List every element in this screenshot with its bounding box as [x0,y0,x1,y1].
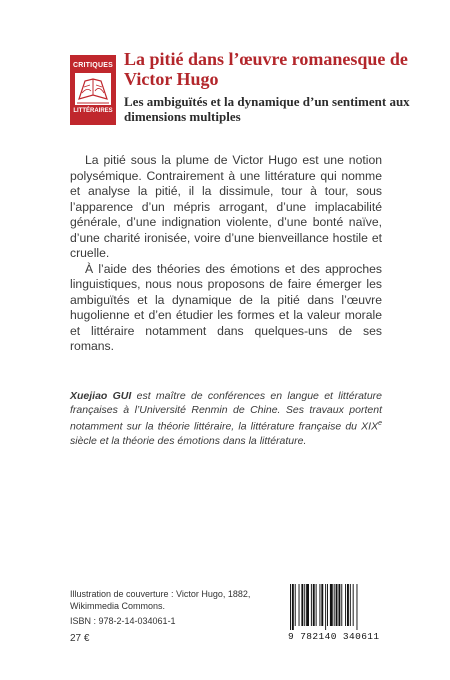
barcode-bar [338,584,340,626]
back-cover-blurb [70,153,382,355]
barcode-number: 9 782140 340611 [288,631,380,642]
barcode-bar [295,584,296,626]
barcode-bar [290,584,291,630]
barcode-bar [325,584,326,630]
author-bio [70,389,382,448]
author-bio-text-end: siècle et la théorie des émotions dans la littérature. [70,434,307,447]
author-name: Xuejiao GUI [70,390,132,402]
barcode-bar [336,584,338,626]
barcode-bar [334,584,335,626]
logo-label-top: CRITIQUES [73,62,113,69]
blurb-paragraph: La pitié sous la plume de Victor Hugo est une notion polysémique. Contrairement à une littérature qui nomme et analyse la pitié, il la dissimule, tour à tour, sous l’apparence d’un mépris arrogant, d’une implacabilité générale, d’une indignation violente, d’une bonté naïve, d’une charité ironisée, voire d’une bienveillance hostile et cruelle. [70,153,382,260]
logo-label-bottom: LITTÉRAIRES [73,108,113,114]
barcode-bar [316,584,317,626]
book-subtitle: Les ambiguïtés et la dynamique d’un sentiment aux dimensions multiples [124,94,410,124]
barcode-bar [304,584,305,626]
barcode-bar [313,584,315,626]
book-title: La pitié dans l’œuvre romanesque de Victor Hugo [124,49,408,89]
price: 27 € [70,633,90,644]
century-superscript: e [378,420,382,427]
barcode-bar [330,584,333,626]
blurb-paragraph: À l’aide des théories des émotions et des approches linguistiques, nous nous proposons de faire émerger les ambiguïtés et la dynamique de la pitié dans l’œuvre hugolienne et d’en étudier les formes et la valeur morale et littéraire notamment dans quelques-uns de ses romans. [70,261,382,353]
barcode-bar [350,584,351,626]
barcode-bar [327,584,328,626]
barcode-bar [341,584,342,626]
author-bio-text: est maître de conférences en langue et littérature françaises à l’Université Renmin de Chine. Ses travaux portent notamment sur la théorie littéraire, la littérature française du XIX [70,390,383,433]
isbn: ISBN : 978-2-14-034061-1 [70,616,176,626]
barcode-bars [282,582,386,630]
cover-credit: Illustration de couverture : Victor Hugo, 1882, Wikimmedia Commons. [70,589,251,611]
barcode-bar [306,584,309,626]
barcode-bar [319,584,320,626]
barcode-bar [353,584,354,626]
barcode-bar [347,584,349,626]
barcode-bar [311,584,312,626]
barcode-bar [299,584,300,626]
collection-logo [70,55,116,125]
barcode-bar [345,584,346,626]
barcode-bar [357,584,358,630]
barcode-bar [301,584,303,626]
barcode-bar [292,584,294,630]
barcode-bar [321,584,323,626]
book-illustration-icon [75,73,111,105]
